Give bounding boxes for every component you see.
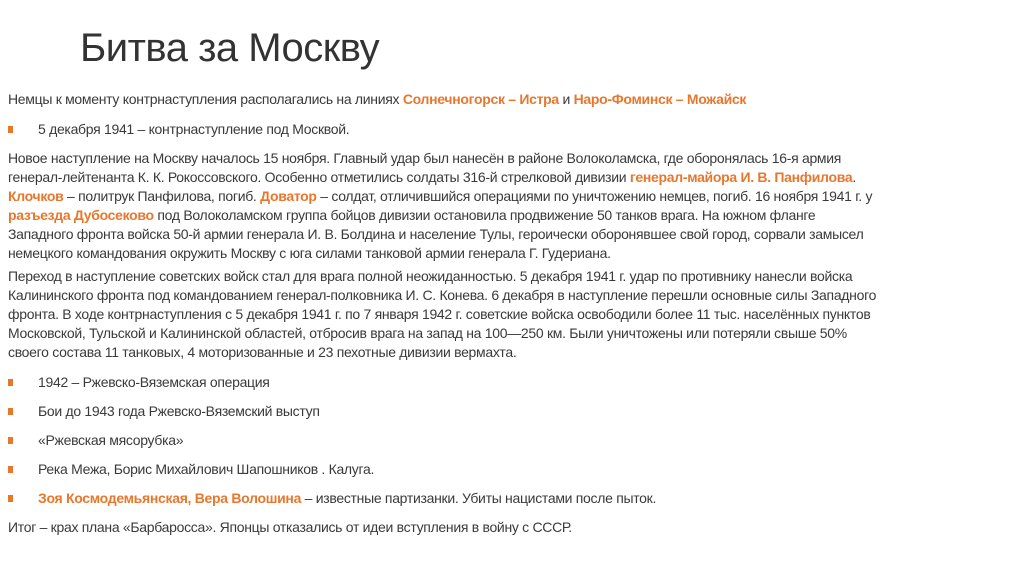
text-segment: . — [852, 169, 856, 185]
highlighted-text: Наро-Фоминск – Можайск — [573, 91, 747, 107]
paragraph — [8, 518, 572, 537]
highlighted-text: генерал-майора И. В. Панфилова — [629, 169, 853, 185]
highlighted-text: Солнечногорск – Истра — [402, 91, 559, 107]
paragraph — [8, 267, 876, 362]
text-line — [8, 343, 876, 362]
bullet-item — [38, 120, 349, 139]
paragraph — [8, 149, 872, 263]
bullet-marker-icon — [8, 437, 13, 444]
highlighted-text: Клочков — [8, 188, 64, 204]
text-line — [8, 90, 746, 109]
bullet-item — [38, 373, 270, 392]
text-segment: и — [558, 91, 574, 107]
text-line — [8, 267, 876, 286]
text-segment: Калининского фронта под командованием генерал-полковника И. С. Конева. 6 декабря в наступление перешли основные силы Западного — [8, 287, 877, 303]
text-segment: 5 декабря 1941 – контрнаступление под Москвой. — [38, 121, 350, 137]
text-segment: – солдат, отличившийся операциями по уничтожению немцев, погиб. 16 ноября 1941 г. у — [316, 188, 873, 204]
highlighted-text: Зоя Космодемьянская, Вера Волошина — [38, 490, 302, 506]
text-line — [8, 187, 872, 206]
text-segment: Новое наступление на Москву началось 15 ноября. Главный удар был нанесён в районе Волоколамска, где оборонялась 16-я армия — [8, 150, 842, 166]
text-line — [8, 225, 872, 244]
text-line — [8, 168, 872, 187]
text-line — [8, 244, 872, 263]
bullet-marker-icon — [8, 466, 13, 473]
text-segment: Переход в наступление советских войск стал для врага полной неожиданностью. 5 декабря 1941 г. удар по противнику нанесли войска — [8, 268, 853, 284]
text-segment: Западного фронта войска 50-й армии генерала И. В. Болдина и население Тулы, героически оборонявшее свой город, сорвали замысел — [8, 226, 864, 242]
text-line — [38, 460, 374, 479]
text-segment: Немцы к моменту контрнаступления располагались на линиях — [8, 91, 403, 107]
text-line — [8, 305, 876, 324]
bullet-marker-icon — [8, 126, 13, 133]
text-line — [8, 206, 872, 225]
text-segment: своего состава 11 танковых, 4 моторизованные и 23 пехотные дивизии вермахта. — [8, 344, 517, 360]
text-line — [8, 286, 876, 305]
text-segment: Бои до 1943 года Ржевско-Вяземский выступ — [38, 403, 320, 419]
bullet-marker-icon — [8, 495, 13, 502]
text-line — [38, 373, 270, 392]
text-segment: «Ржевская мясорубка» — [38, 432, 184, 448]
text-line — [38, 489, 656, 508]
bullet-item — [38, 489, 656, 508]
text-segment: 1942 – Ржевско-Вяземская операция — [38, 374, 270, 390]
text-line — [8, 518, 572, 537]
bullet-marker-icon — [8, 408, 13, 415]
text-line — [38, 402, 320, 421]
text-segment: Итог – крах плана «Барбаросса». Японцы отказались от идеи вступления в войну с СССР. — [8, 519, 572, 535]
highlighted-text: Доватор — [260, 188, 317, 204]
bullet-item — [38, 460, 374, 479]
highlighted-text: разъезда Дубосеково — [8, 207, 154, 223]
bullet-marker-icon — [8, 379, 13, 386]
text-segment: под Волоколамском группа бойцов дивизии остановила продвижение 50 танков врага. На южном фланге — [153, 207, 816, 223]
text-line — [38, 120, 349, 139]
text-segment: фронта. В ходе контрнаступления с 5 декабря 1941 г. по 7 января 1942 г. советские войска освободили более 11 тыс. населённых пунктов — [8, 306, 871, 322]
text-line — [38, 431, 183, 450]
slide-title: Битва за Москву — [80, 26, 380, 70]
text-segment: – политрук Панфилова, погиб. — [63, 188, 261, 204]
text-line — [8, 149, 872, 168]
text-segment: немецкого командования окружить Москву с юга силами танковой армии генерала Г. Гудериана. — [8, 245, 611, 261]
bullet-item — [38, 402, 320, 421]
text-segment: генерал-лейтенанта К. К. Рокоссовского. Особенно отметились солдаты 316-й стрелковой дивизии — [8, 169, 630, 185]
text-segment: – известные партизанки. Убиты нацистами после пыток. — [301, 490, 657, 506]
text-segment: Московской, Тульской и Калининской областей, отбросив врага на запад на 100—250 км. Были уничтожены или потеряли свыше 50% — [8, 325, 847, 341]
paragraph — [8, 90, 746, 109]
text-segment: Река Межа, Борис Михайлович Шапошников . Калуга. — [38, 461, 375, 477]
text-line — [8, 324, 876, 343]
bullet-item — [38, 431, 183, 450]
